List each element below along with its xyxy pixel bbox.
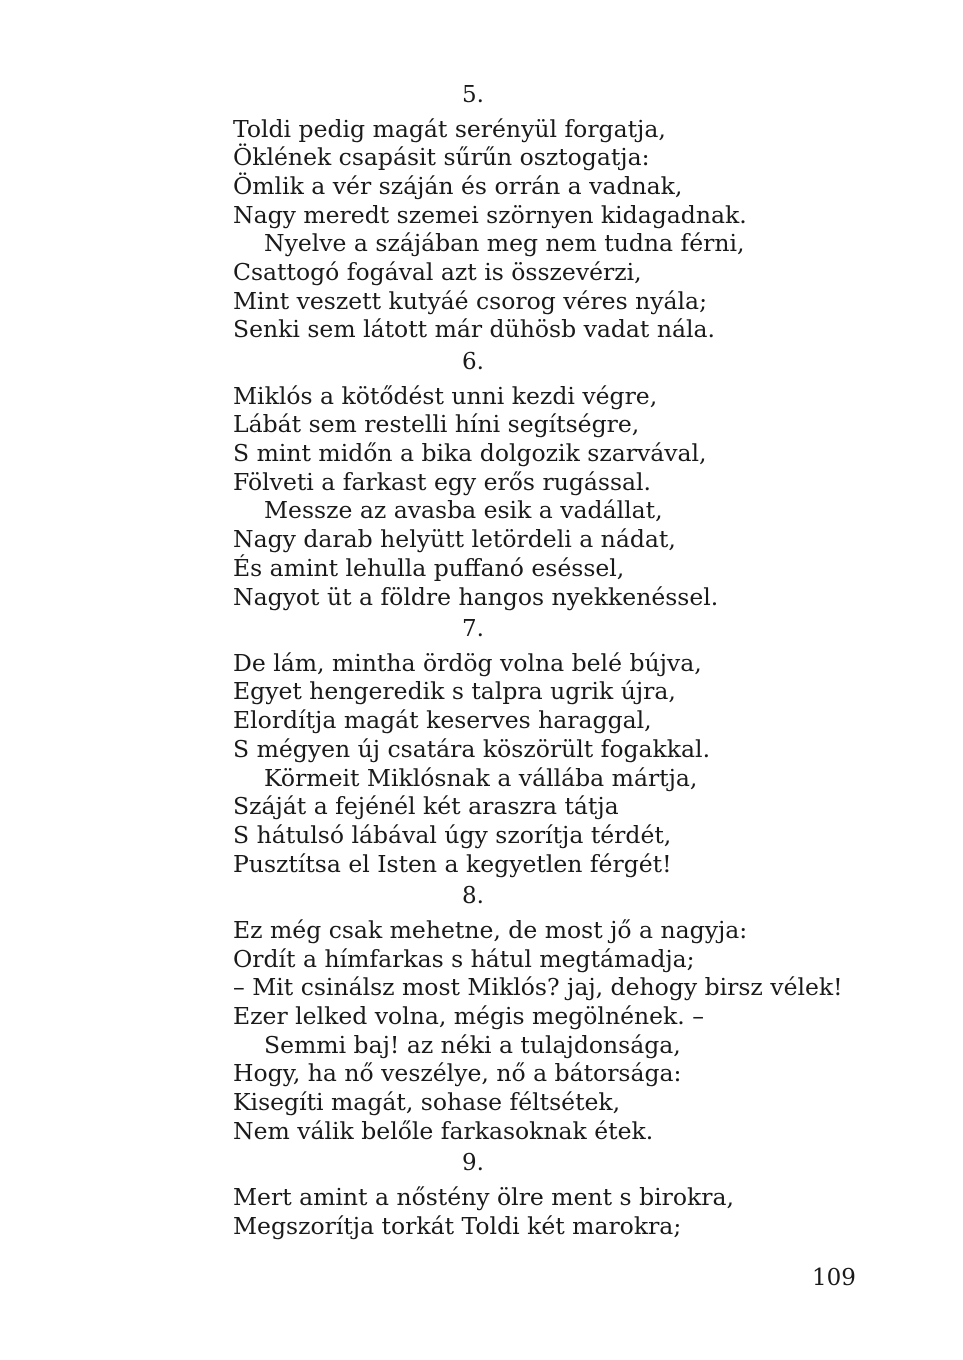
verse-line: Nagy darab helyütt letördeli a nádat,: [233, 525, 676, 554]
verse-line: Nyelve a szájában meg nem tudna férni,: [264, 229, 745, 258]
verse-line: Öklének csapásit sűrűn osztogatja:: [233, 143, 650, 172]
verse-line: S mint midőn a bika dolgozik szarvával,: [233, 439, 707, 468]
verse-line: S hátulsó lábával úgy szorítja térdét,: [233, 820, 672, 849]
verse-line: Nagy meredt szemei szörnyen kidagadnak.: [233, 200, 747, 229]
verse-line: Pusztítsa el Isten a kegyetlen férgét!: [233, 849, 672, 878]
verse-line: Ömlik a vér száján és orrán a vadnak,: [233, 171, 683, 200]
verse-line: Senki sem látott már dühösb vadat nála.: [233, 315, 715, 344]
verse-line: Kisegíti magát, sohase féltsétek,: [233, 1088, 621, 1116]
stanza-5: [233, 81, 873, 344]
verse-line: Egyet hengeredik s talpra ugrik újra,: [233, 677, 676, 706]
verse-line: Ordít a hímfarkas s hátul megtámadja;: [233, 944, 695, 973]
stanza-number: 6.: [462, 349, 484, 376]
verse-line: Miklós a kötődést unni kezdi végre,: [233, 381, 658, 410]
verse-line: Semmi baj! az néki a tulajdonsága,: [264, 1030, 681, 1059]
verse-line: Megszorítja torkát Toldi két marokra;: [233, 1211, 682, 1240]
verse-line: Nagyot üt a földre hangos nyekkenéssel.: [233, 582, 719, 611]
verse-line: Toldi pedig magát serényül forgatja,: [233, 114, 666, 143]
verse-line: Hogy, ha nő veszélye, nő a bátorsága:: [233, 1059, 682, 1088]
verse-line: Csattogó fogával azt is összevérzi,: [233, 258, 642, 287]
verse-line: Körmeit Miklósnak a vállába mártja,: [264, 763, 698, 792]
poem-page: [233, 81, 873, 1244]
verse-line: Mert amint a nőstény ölre ment s birokra,: [233, 1182, 734, 1211]
verse-line: Lábát sem restelli híni segítségre,: [233, 410, 640, 439]
stanza-number: 9.: [462, 1150, 484, 1177]
stanza-7: [233, 615, 873, 878]
verse-line: És amint lehulla puffanó eséssel,: [233, 553, 625, 582]
stanza-number: 8.: [462, 883, 484, 910]
verse-line: Száját a fejénél két araszra tátja: [233, 792, 619, 821]
stanza-6: [233, 348, 873, 611]
verse-line: De lám, mintha ördög volna belé bújva,: [233, 648, 702, 677]
stanza-8: [233, 882, 873, 1145]
stanza-number: 7.: [462, 616, 484, 643]
stanza-9: [233, 1149, 873, 1240]
verse-line: – Mit csinálsz most Miklós? jaj, dehogy birsz vélek!: [233, 973, 843, 1002]
verse-line: Ezer lelked volna, mégis megölnének. –: [233, 1001, 704, 1030]
page-number: 109: [812, 1265, 856, 1291]
verse-line: Ez még csak mehetne, de most jő a nagyja:: [233, 915, 748, 944]
stanza-number: 5.: [462, 82, 484, 108]
verse-line: Elordítja magát keserves haraggal,: [233, 706, 652, 735]
verse-line: Fölveti a farkast egy erős rugással.: [233, 467, 651, 496]
verse-line: Messze az avasba esik a vadállat,: [264, 496, 663, 525]
verse-line: S mégyen új csatára köszörült fogakkal.: [233, 734, 711, 763]
verse-line: Nem válik belőle farkasoknak étek.: [233, 1116, 654, 1145]
verse-line: Mint veszett kutyáé csorog véres nyála;: [233, 286, 707, 315]
